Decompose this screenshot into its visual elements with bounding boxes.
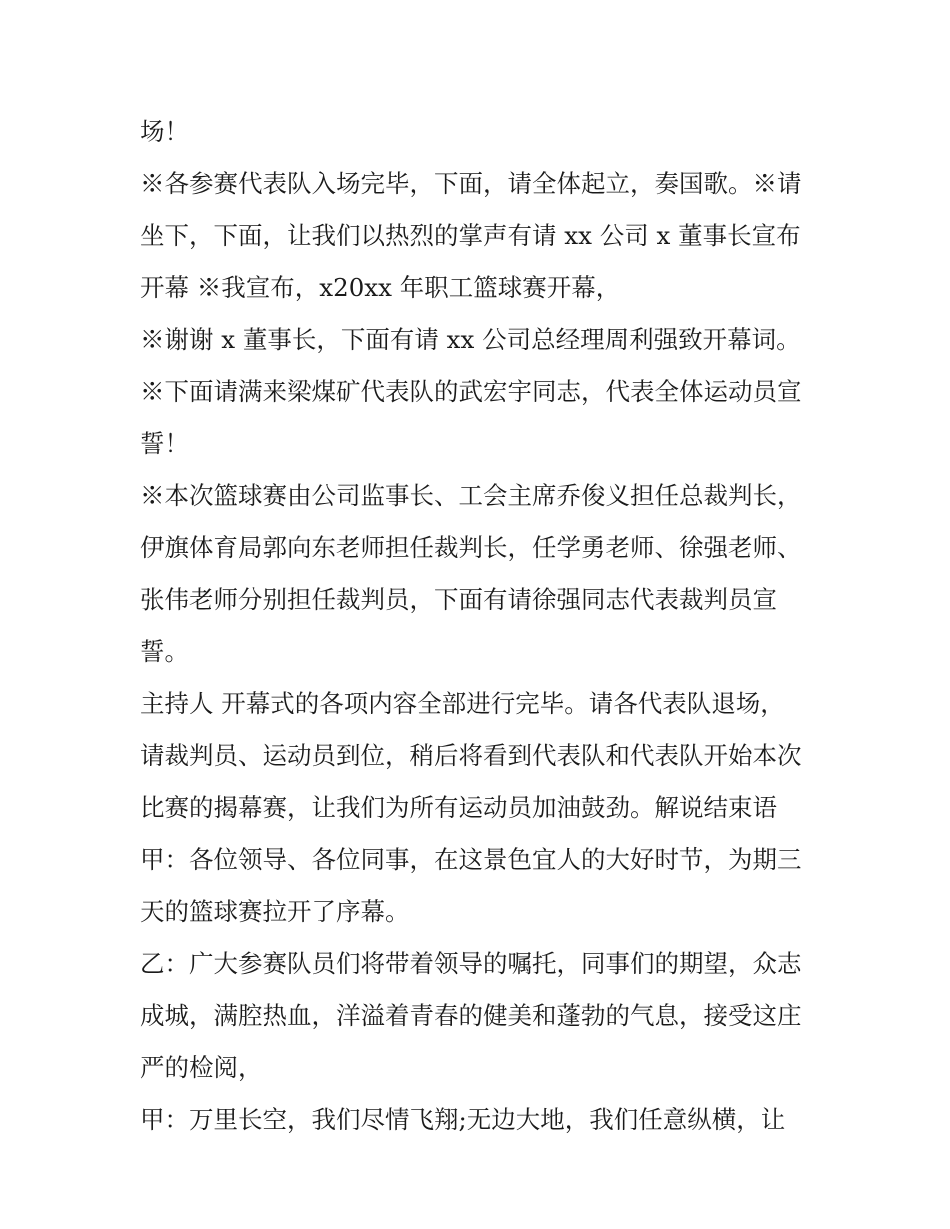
text-line: 乙：广大参赛队员们将带着领导的嘱托，同事们的期望，众志	[140, 949, 802, 978]
text-line: ※各参赛代表队入场完毕，下面，请全体起立，奏国歌。※请	[140, 169, 802, 198]
text-line: 甲：各位领导、各位同事，在这景色宜人的大好时节，为期三	[140, 845, 802, 874]
text-line: 誓！	[140, 429, 189, 458]
body-text	[140, 106, 820, 1146]
text-line: 甲：万里长空，我们尽情飞翔;无边大地，我们任意纵横，让	[140, 1105, 786, 1134]
text-line: 比赛的揭幕赛，让我们为所有运动员加油鼓劲。解说结束语	[140, 793, 777, 822]
text-line: 场！	[140, 117, 189, 146]
text-line: 成城，满腔热血，洋溢着青春的健美和蓬勃的气息，接受这庄	[140, 1001, 802, 1030]
text-line: 张伟老师分别担任裁判员，下面有请徐强同志代表裁判员宣	[140, 585, 777, 614]
text-line: ※本次篮球赛由公司监事长、工会主席乔俊义担任总裁判长，	[140, 481, 802, 510]
text-line: 开幕 ※我宣布，x20xx 年职工篮球赛开幕，	[140, 273, 621, 302]
text-line: 伊旗体育局郭向东老师担任裁判长，任学勇老师、徐强老师、	[140, 533, 802, 562]
text-line: 严的检阅，	[140, 1053, 263, 1082]
text-line: ※谢谢 x 董事长，下面有请 xx 公司总经理周利强致开幕词。	[140, 325, 801, 354]
text-line: ※下面请满来梁煤矿代表队的武宏宇同志，代表全体运动员宣	[140, 377, 802, 406]
text-line: 主持人 开幕式的各项内容全部进行完毕。请各代表队退场，	[140, 689, 785, 718]
text-line: 天的篮球赛拉开了序幕。	[140, 897, 410, 926]
text-line: 誓。	[140, 637, 189, 666]
text-line: 请裁判员、运动员到位，稍后将看到代表队和代表队开始本次	[140, 741, 802, 770]
text-line: 坐下，下面，让我们以热烈的掌声有请 xx 公司 x 董事长宣布	[140, 221, 801, 250]
